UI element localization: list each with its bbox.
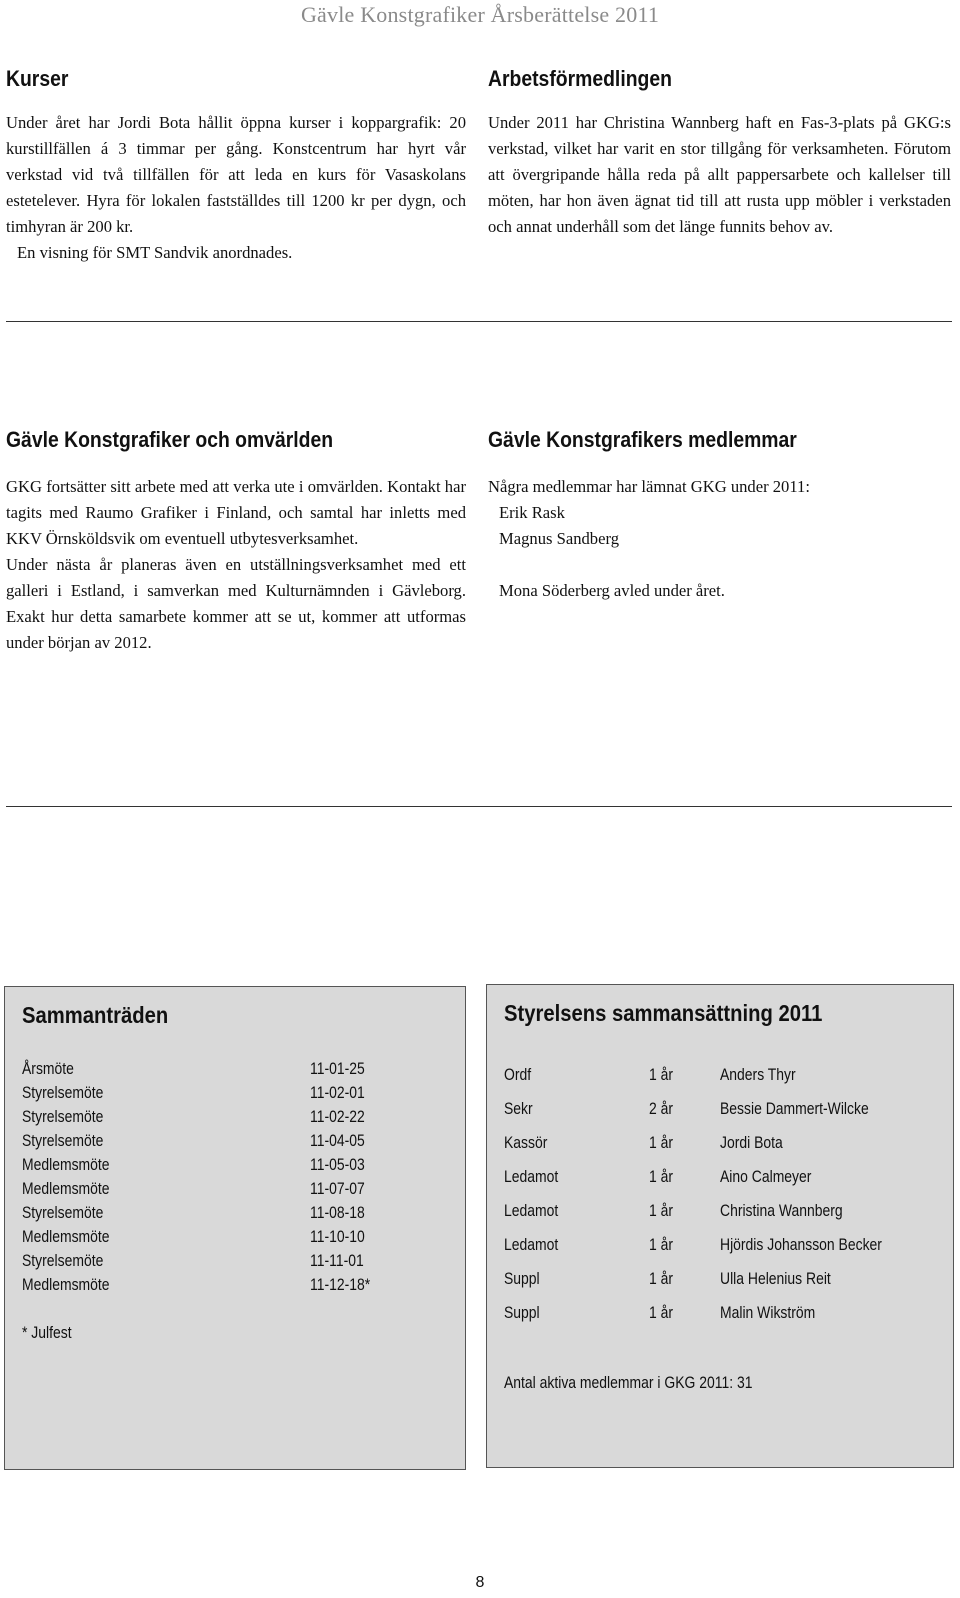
board-name: Aino Calmeyer: [720, 1167, 812, 1186]
active-members-count: Antal aktiva medlemmar i GKG 2011: 31: [504, 1373, 753, 1392]
board-role: Suppl: [504, 1303, 540, 1322]
arbetsformedlingen-section: [488, 66, 951, 240]
board-term: 1 år: [649, 1269, 674, 1288]
meeting-type: Medlemsmöte: [22, 1155, 110, 1174]
meeting-type: Medlemsmöte: [22, 1275, 110, 1294]
meeting-date: 11-07-07: [310, 1179, 365, 1198]
meeting-type: Styrelsemöte: [22, 1251, 104, 1270]
board-term: 1 år: [649, 1201, 674, 1220]
arbetsformedlingen-paragraph: Under 2011 har Christina Wannberg haft en Fas-3-plats på GKG:s verkstad, vilket har varit en stor tillgång för verksamheten. Förutom att övergripande hålla reda på allt pappersarbete och kallelser till möten, har hon även ägnat tid till att rusta upp möbler i verkstaden och annat underhåll som det länge funnits behov av.: [488, 113, 951, 236]
meeting-type: Medlemsmöte: [22, 1227, 110, 1246]
omvarlden-heading: Gävle Konstgrafiker och omvärlden: [6, 427, 334, 452]
section-divider-2: [6, 806, 952, 807]
meeting-date: 11-01-25: [310, 1059, 365, 1078]
omvarlden-paragraph-2: Under nästa år planeras även en utställningsverksamhet med ett galleri i Estland, i samverkan med Kulturnämnden i Gävleborg. Exakt hur detta samarbete kommer att se ut, kommer att utformas under början av 2012.: [6, 555, 466, 652]
board-role: Suppl: [504, 1269, 540, 1288]
omvarlden-section: [6, 427, 466, 656]
meeting-date: 11-12-18*: [310, 1275, 371, 1294]
board-name: Hjördis Johansson Becker: [720, 1235, 882, 1254]
running-head: Gävle Konstgrafiker Årsberättelse 2011: [300, 2, 660, 27]
meeting-type: Medlemsmöte: [22, 1179, 110, 1198]
meeting-date: 11-05-03: [310, 1155, 365, 1174]
kurser-paragraph: Under året har Jordi Bota hållit öppna kurser i koppargrafik: 20 kurstillfällen á 3 timmar per gång. Konstcentrum har hyrt vår verkstad vid två tillfällen för att leda en kurs för Vasaskolans estetelever. Hyra för lokalen fastställdes till 1200 kr per dygn, och timhyran är 200 kr.: [6, 113, 466, 236]
styrelsen-heading: Styrelsens sammansättning 2011: [504, 1000, 823, 1026]
kurser-paragraph-2: En visning för SMT Sandvik anordnades.: [17, 243, 293, 262]
board-term: 2 år: [649, 1099, 674, 1118]
board-role: Ledamot: [504, 1167, 559, 1186]
meeting-date: 11-02-22: [310, 1107, 365, 1126]
board-role: Ledamot: [504, 1201, 559, 1220]
page-number: 8: [475, 1574, 485, 1591]
meeting-date: 11-11-01: [310, 1251, 364, 1270]
meeting-date: 11-04-05: [310, 1131, 365, 1150]
styrelsen-box: [486, 984, 954, 1468]
board-role: Ordf: [504, 1065, 532, 1084]
board-name: Jordi Bota: [720, 1133, 783, 1152]
medlemmar-intro: Några medlemmar har lämnat GKG under 2011:: [488, 477, 810, 496]
meetings-footnote: * Julfest: [22, 1323, 72, 1342]
board-role: Ledamot: [504, 1235, 559, 1254]
board-name: Anders Thyr: [720, 1065, 796, 1084]
medlemmar-section: [488, 427, 951, 604]
board-term: 1 år: [649, 1065, 674, 1084]
sammantraden-heading: Sammanträden: [22, 1002, 169, 1028]
board-name: Christina Wannberg: [720, 1201, 843, 1220]
board-name: Ulla Helenius Reit: [720, 1269, 831, 1288]
board-name: Bessie Dammert-Wilcke: [720, 1099, 869, 1118]
left-member: Magnus Sandberg: [499, 529, 619, 548]
meeting-date: 11-08-18: [310, 1203, 365, 1222]
kurser-section: [6, 66, 466, 266]
meeting-type: Styrelsemöte: [22, 1131, 104, 1150]
arbetsformedlingen-heading: Arbetsförmedlingen: [488, 66, 672, 91]
meeting-date: 11-02-01: [310, 1083, 365, 1102]
board-term: 1 år: [649, 1303, 674, 1322]
meeting-type: Styrelsemöte: [22, 1107, 104, 1126]
meeting-type: Årsmöte: [22, 1059, 74, 1078]
meeting-type: Styrelsemöte: [22, 1203, 104, 1222]
board-term: 1 år: [649, 1235, 674, 1254]
board-role: Sekr: [504, 1099, 533, 1118]
medlemmar-heading: Gävle Konstgrafikers medlemmar: [488, 427, 797, 452]
board-name: Malin Wikström: [720, 1303, 816, 1322]
board-term: 1 år: [649, 1133, 674, 1152]
left-member: Erik Rask: [499, 503, 565, 522]
board-term: 1 år: [649, 1167, 674, 1186]
deceased-note: Mona Söderberg avled under året.: [499, 581, 725, 600]
section-divider-1: [6, 321, 952, 322]
board-role: Kassör: [504, 1133, 548, 1152]
meeting-date: 11-10-10: [310, 1227, 365, 1246]
meeting-type: Styrelsemöte: [22, 1083, 104, 1102]
kurser-heading: Kurser: [6, 66, 69, 91]
omvarlden-paragraph-1: GKG fortsätter sitt arbete med att verka ute i omvärlden. Kontakt har tagits med Raumo Grafiker i Finland, och samtal har inletts med KKV Örnsköldsvik om eventuell utbytesverksamhet.: [6, 477, 466, 548]
sammantraden-box: [4, 986, 466, 1470]
